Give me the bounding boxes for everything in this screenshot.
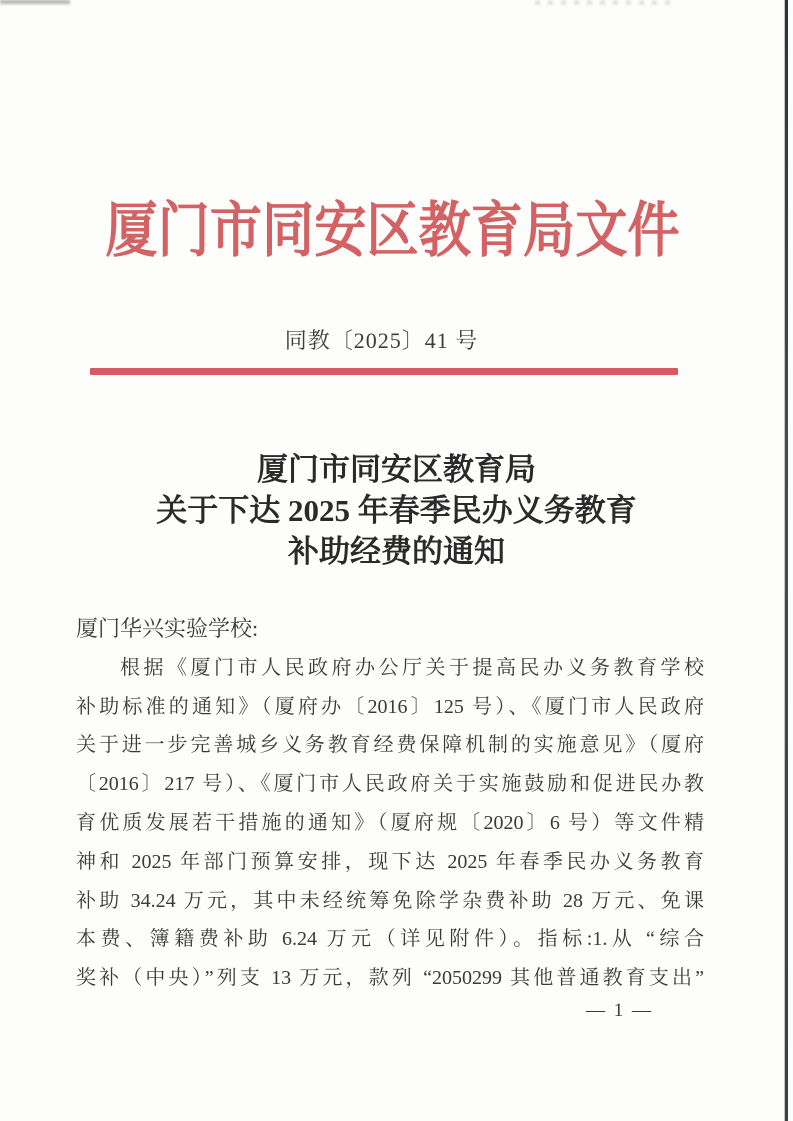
scan-smudge-top-left [0,0,70,4]
body-line: 奖补（中央）”列支 13 万元，款列 “2050299 其他普通教育支出” [76,967,704,990]
document-number: 同教〔2025〕41 号 [284,328,479,353]
header-separator-rule [90,368,678,375]
body-line: 补助标准的通知》（厦府办〔2016〕125 号）、《厦门市人民政府 [76,695,704,718]
document-title-line-1: 厦门市同安区教育局 [257,452,536,487]
document-title-line-3: 补助经费的通知 [288,534,505,569]
salutation: 厦门华兴实验学校: [76,616,259,641]
scan-specks-top [535,0,670,5]
body-line: 根据《厦门市人民政府办公厅关于提高民办义务教育学校 [120,656,704,679]
page-number: — 1 — [586,1000,653,1021]
document-title-line-2: 关于下达 2025 年春季民办义务教育 [156,493,637,528]
document-title [0,449,793,572]
body-line: 神和 2025 年部门预算安排，现下达 2025 年春季民办义务教育 [76,850,704,873]
body-line: 补助 34.24 万元，其中未经统筹免除学杂费补助 28 万元、免课 [76,889,704,912]
letterhead-banner: 厦门市同安区教育局文件 [105,198,680,264]
body-line: 〔2016〕217 号）、《厦门市人民政府关于实施鼓励和促进民办教 [76,773,704,796]
document-body [76,610,704,998]
body-line: 关于进一步完善城乡义务教育经费保障机制的实施意见》（厦府 [76,734,704,757]
body-line: 育优质发展若干措施的通知》（厦府规〔2020〕6 号）等文件精 [76,811,704,834]
body-line: 本费、簿籍费补助 6.24 万元（详见附件）。指标:1.从 “综合 [76,928,704,951]
